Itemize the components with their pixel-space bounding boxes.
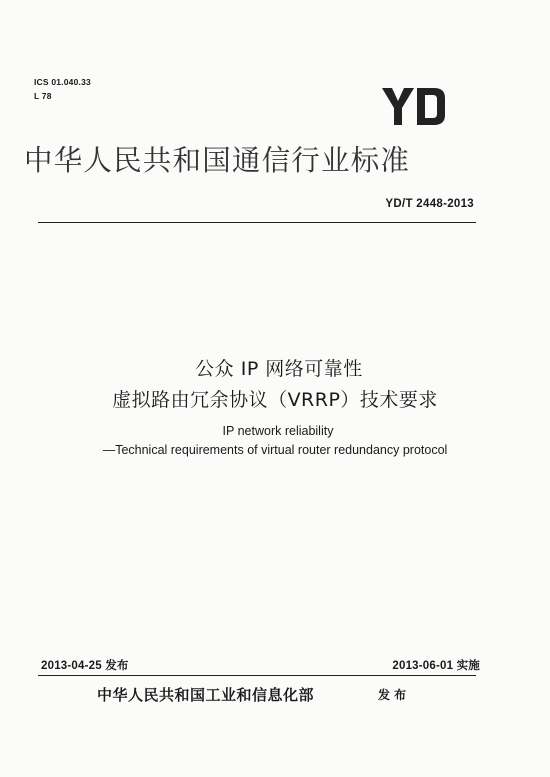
footer-divider [38, 675, 476, 676]
ics-code: ICS 01.040.33 [34, 77, 91, 87]
standard-number: YD/T 2448-2013 [385, 198, 474, 210]
chinese-title-line-1: 公众 IP 网络可靠性 [195, 358, 363, 380]
chinese-title-line-2: 虚拟路由冗余协议（VRRP）技术要求 [112, 389, 438, 411]
standard-category-title: 中华人民共和国通信行业标准 [24, 144, 411, 177]
ccs-code: L 78 [34, 91, 52, 101]
yd-logo-mark [382, 88, 446, 126]
implementation-date: 2013-06-01 实施 [392, 660, 480, 672]
publish-label: 发布 [378, 688, 411, 702]
yd-logo [382, 88, 446, 126]
issue-date: 2013-04-25 发布 [41, 660, 129, 672]
english-title-line-1: IP network reliability [222, 424, 334, 438]
publisher-name: 中华人民共和国工业和信息化部 [97, 686, 315, 704]
header-divider [38, 222, 476, 223]
english-title-line-2: —Technical requirements of virtual router redundancy protocol [102, 443, 448, 457]
